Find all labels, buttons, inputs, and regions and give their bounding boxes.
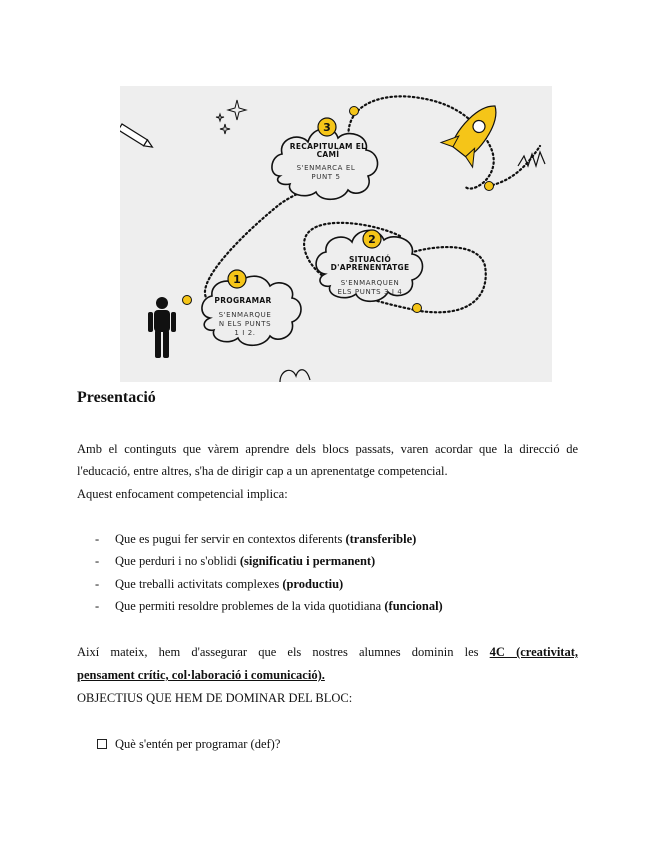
competences-line-1: Així mateix, hem d'assegurar que els nostres alumnes dominin les 4C (creativitat,	[77, 645, 578, 659]
path-node	[485, 182, 494, 191]
step-2-title-2: D'APRENENTATGE	[330, 263, 410, 272]
learning-path-illustration	[120, 86, 552, 382]
step-1-title: PROGRAMAR	[214, 296, 272, 305]
step-1-sub-2: N ELS PUNTS	[218, 320, 272, 328]
intro-line-3: Aquest enfocament competencial implica:	[77, 487, 288, 501]
competences-line-2: pensament crític, col·laboració i comunicació).	[77, 668, 325, 682]
list-item: - Que permiti resoldre problemes de la vida quotidiana (funcional)	[95, 595, 443, 617]
checklist-label: Què s'entén per programar (def)?	[115, 737, 281, 751]
section-title: Presentació	[77, 389, 156, 406]
checklist-item	[97, 734, 280, 754]
step-2-sub-2: ELS PUNTS 3 I 4	[337, 288, 403, 296]
step-2-sub-1: S'ENMARQUEN	[340, 279, 400, 287]
step-1-sub-3: 1 I 2.	[234, 329, 256, 337]
bullet-marker: -	[95, 576, 100, 591]
path-node	[350, 107, 359, 116]
step-2-title-1: SITUACIÓ	[348, 255, 392, 264]
checkbox[interactable]	[97, 739, 107, 749]
step-3-title-2: CAMÍ	[316, 150, 340, 159]
path-node	[413, 304, 422, 313]
step-3-sub-2: PUNT 5	[311, 173, 341, 181]
step-3-number: 3	[323, 121, 331, 134]
step-3-sub-1: S'ENMARCA EL	[296, 164, 356, 172]
bullet-marker: -	[95, 532, 100, 546]
list-item: - Que es pugui fer servir en contextos diferents (transferible)	[95, 528, 443, 550]
step-2-cloud	[316, 230, 422, 301]
path-node	[183, 296, 192, 305]
intro-line-1: Amb el continguts que vàrem aprendre dels blocs passats, varen acordar que la direcció de	[77, 442, 578, 456]
objectives-heading: OBJECTIUS QUE HEM DE DOMINAR DEL BLOC:	[77, 691, 353, 705]
list-item: - Que perduri i no s'oblidi (significatiu i permanent)	[95, 550, 443, 572]
intro-line-2: l'educació, entre altres, s'ha de dirigir cap a un aprenentatge competencial.	[77, 464, 448, 478]
step-3-title-1: RECAPITULAM EL	[289, 142, 367, 151]
learning-path-svg	[120, 86, 552, 382]
step-1-number: 1	[233, 273, 241, 286]
bullet-marker: -	[95, 554, 100, 569]
step-1-sub-1: S'ENMARQUE	[218, 311, 272, 319]
bullet-list	[95, 528, 443, 617]
step-2-number: 2	[368, 233, 376, 246]
bullet-marker: -	[95, 598, 100, 613]
list-item: - Que treballi activitats complexes (productiu)	[95, 573, 443, 595]
